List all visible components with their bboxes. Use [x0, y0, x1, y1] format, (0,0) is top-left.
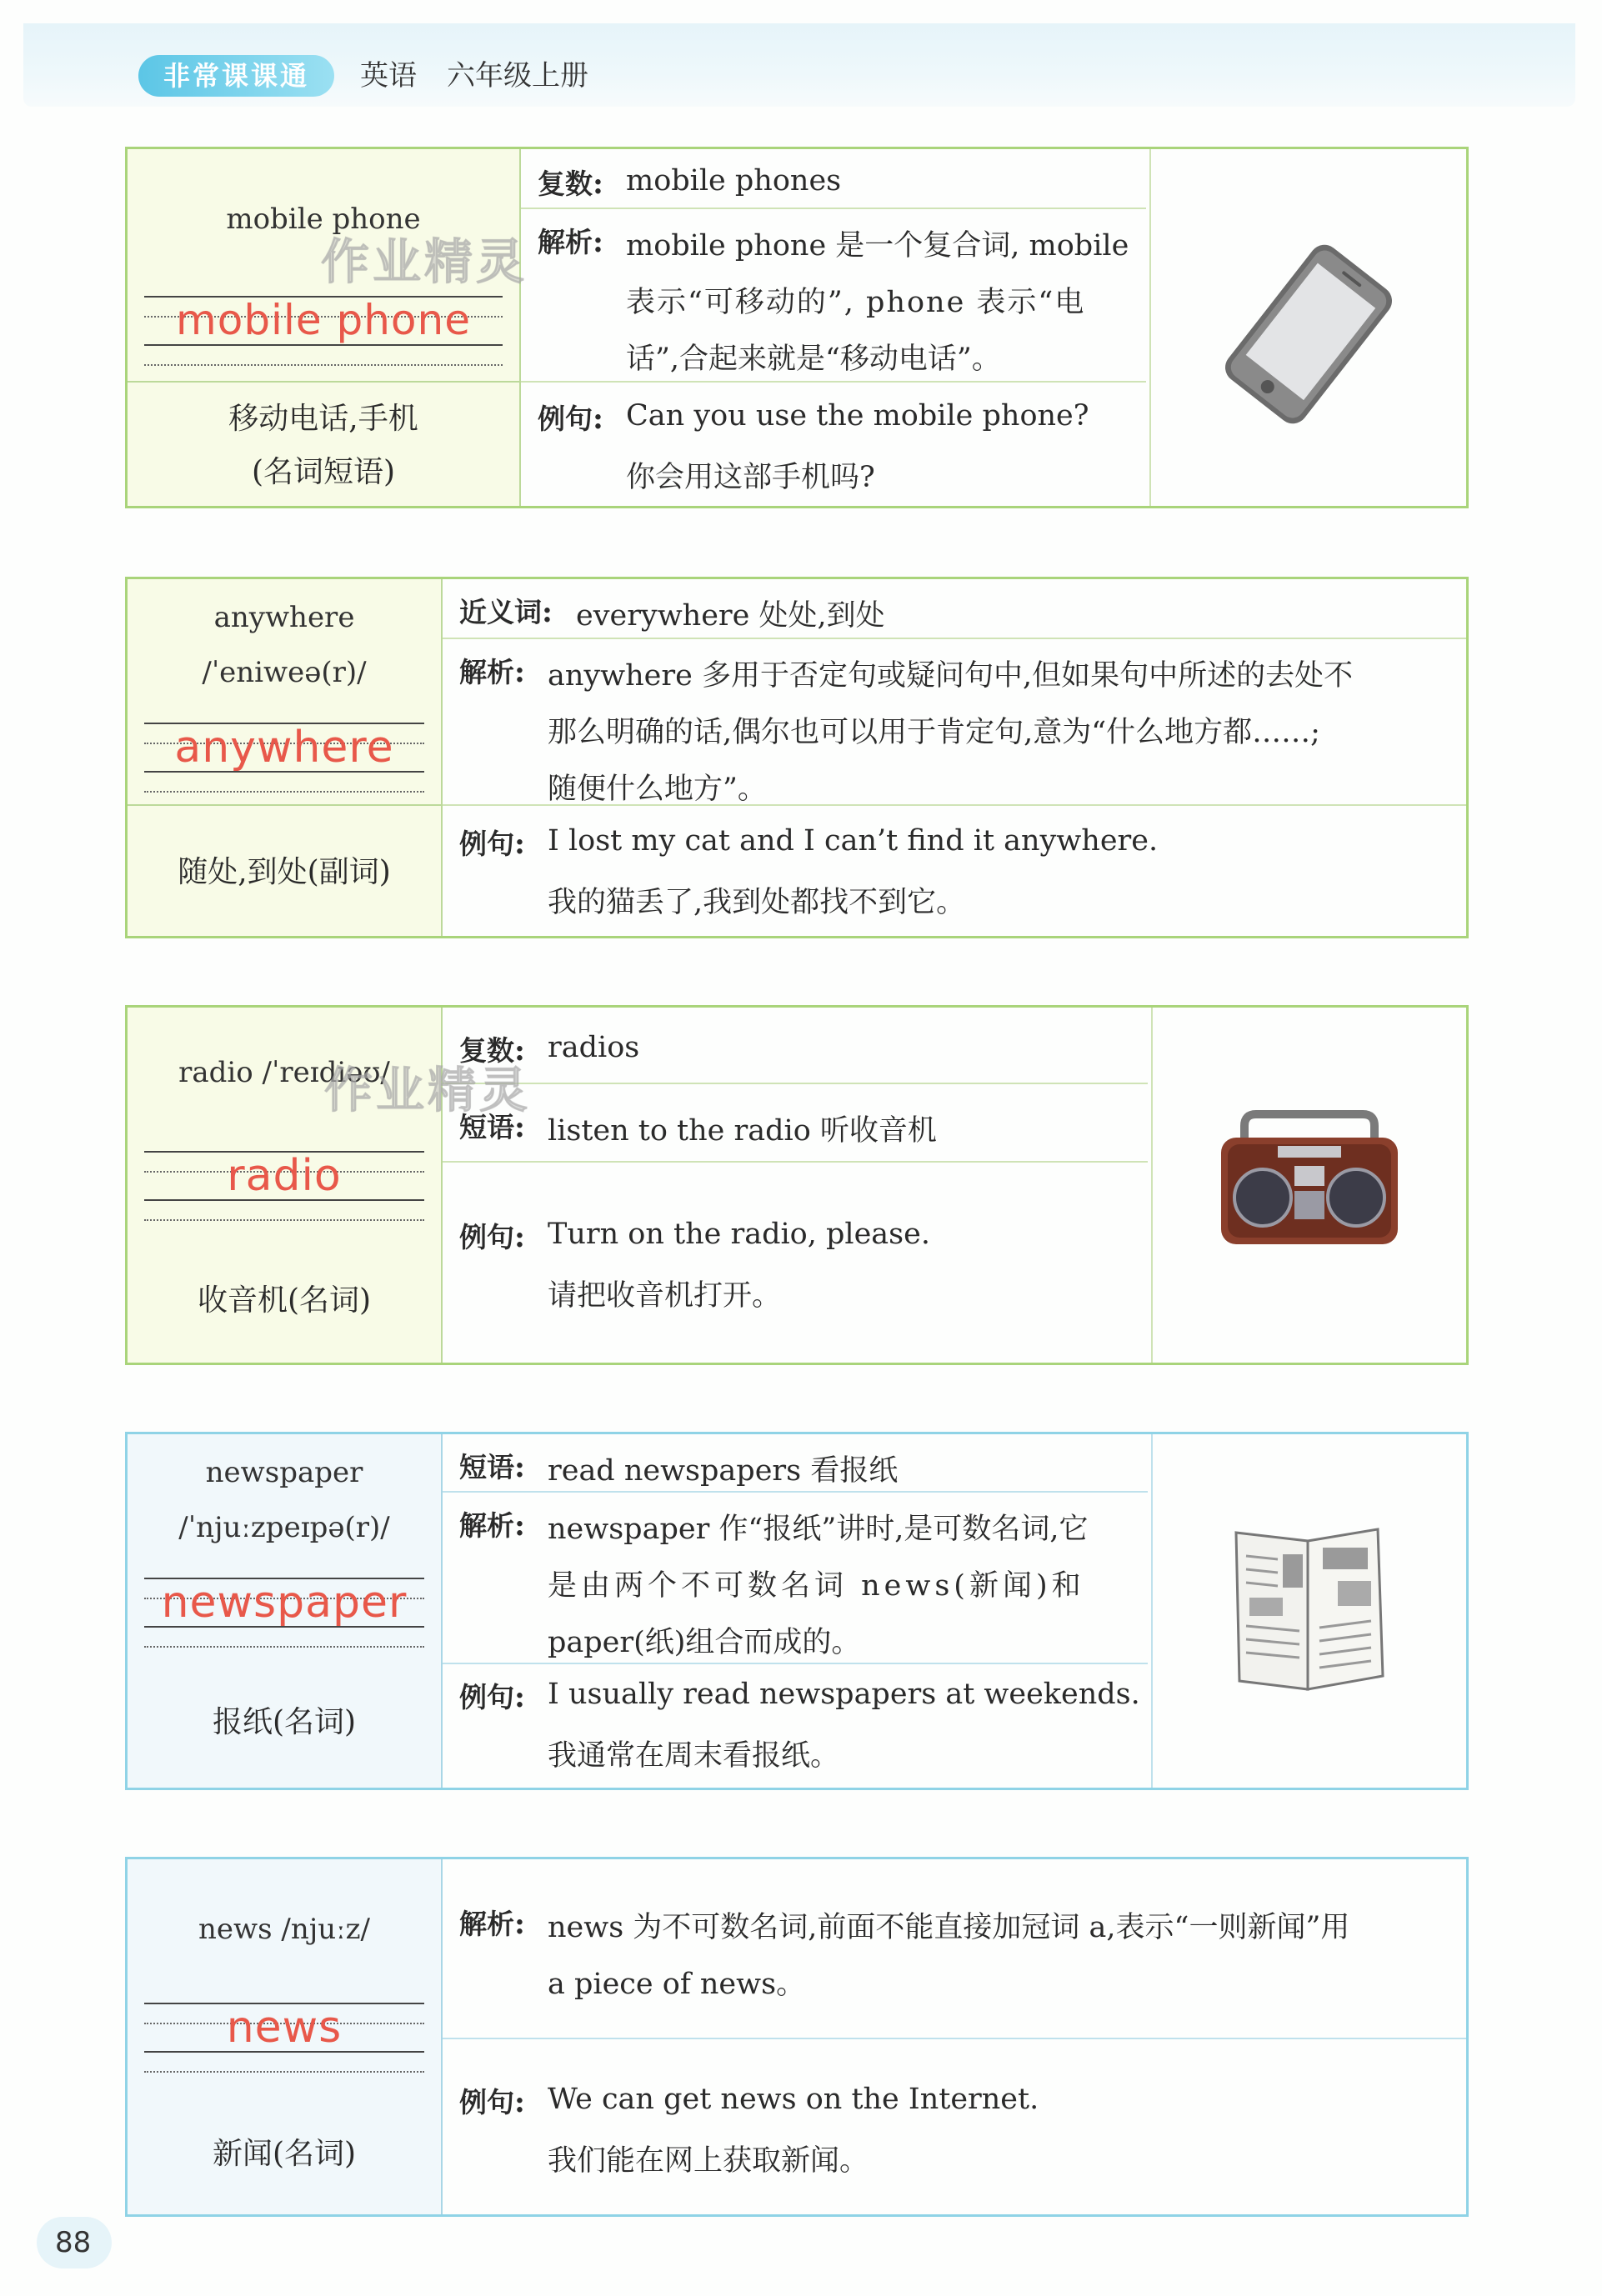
- word-panel: [128, 1434, 443, 1788]
- writing-line: [144, 1219, 424, 1222]
- writing-line: [144, 364, 503, 367]
- explanation-panel: [521, 149, 1146, 506]
- example-en: We can get news on the Internet.: [548, 2083, 1039, 2116]
- illustration-panel: [1151, 1434, 1466, 1788]
- row-label: 复数:: [459, 1033, 525, 1068]
- row-divider: [443, 1491, 1148, 1493]
- example-zh: 我们能在网上获取新闻。: [548, 2144, 869, 2178]
- phrase-text: read newspapers 看报纸: [548, 1454, 899, 1488]
- newspaper-icon: [1153, 1434, 1466, 1783]
- panel-divider: [128, 381, 519, 383]
- example-en: I usually read newspapers at weekends.: [548, 1678, 1140, 1711]
- analysis-line: 表示“可移动的”, phone 表示“电: [626, 286, 1086, 319]
- vocab-card-anywhere: [125, 577, 1469, 938]
- word-panel: [128, 1859, 443, 2214]
- vocab-card-news: [125, 1857, 1469, 2217]
- analysis-line: newspaper 作“报纸”讲时,是可数名词,它: [548, 1513, 1089, 1546]
- writing-line: [144, 771, 424, 773]
- row-divider: [443, 804, 1466, 806]
- phrase-text: listen to the radio 听收音机: [548, 1114, 937, 1148]
- headword: radio /ˈreɪdiəʊ/: [178, 1056, 390, 1089]
- row-label: 复数:: [538, 167, 603, 201]
- row-label: 解析:: [459, 1907, 525, 1941]
- example-zh: 请把收音机打开。: [548, 1279, 782, 1313]
- plural-text: radios: [548, 1031, 640, 1064]
- analysis-line: 那么明确的话,偶尔也可以用于肯定句,意为“什么地方都……;: [548, 716, 1320, 749]
- word-panel: [128, 149, 521, 506]
- row-divider: [443, 1083, 1148, 1084]
- row-label: 例句:: [459, 1220, 525, 1254]
- row-divider: [443, 638, 1466, 639]
- subject-label: 英语: [360, 59, 417, 93]
- example-en: I lost my cat and I can’t find it anywhere.: [548, 824, 1159, 858]
- vocab-card-radio: [125, 1005, 1469, 1365]
- page-number: 88: [37, 2217, 112, 2268]
- analysis-line: a piece of news。: [548, 1968, 806, 2001]
- row-label: 解析:: [538, 225, 603, 259]
- explanation-panel: [443, 579, 1466, 936]
- example-en: Can you use the mobile phone?: [626, 399, 1089, 433]
- example-zh: 我通常在周末看报纸。: [548, 1739, 840, 1773]
- writing-line: [144, 2051, 424, 2053]
- vocab-card-mobile-phone: [125, 147, 1469, 508]
- radio-icon: [1153, 1008, 1466, 1358]
- row-label: 近义词:: [459, 595, 553, 629]
- row-label: 解析:: [459, 655, 525, 689]
- headword: newspaper: [205, 1456, 363, 1489]
- writing-line: [144, 1626, 424, 1628]
- writing-line: [144, 791, 424, 793]
- panel-divider: [128, 804, 441, 806]
- grade-label: 六年级上册: [447, 59, 588, 93]
- explanation-panel: [443, 1859, 1466, 2214]
- headword: mobile phone: [226, 203, 421, 236]
- row-label: 短语:: [459, 1450, 525, 1484]
- example-zh: 你会用这部手机吗?: [626, 461, 875, 494]
- headword: anywhere: [213, 601, 355, 634]
- example-en: Turn on the radio, please.: [548, 1218, 930, 1251]
- row-label: 例句:: [538, 402, 603, 436]
- meaning: 报纸(名词): [212, 1705, 357, 1739]
- row-divider: [521, 381, 1146, 383]
- meaning: 收音机(名词): [197, 1283, 372, 1318]
- writing-line: [144, 2071, 424, 2073]
- plural-text: mobile phones: [626, 164, 842, 198]
- example-zh: 我的猫丢了,我到处都找不到它。: [548, 886, 966, 919]
- row-label: 解析:: [459, 1508, 525, 1543]
- series-badge: 非常课课通: [138, 55, 334, 97]
- row-label: 例句:: [459, 1680, 525, 1714]
- handwritten-word: mobile phone: [176, 296, 471, 344]
- explanation-panel: [443, 1434, 1148, 1788]
- row-divider: [443, 2038, 1466, 2039]
- mobile-phone-icon: [1151, 149, 1466, 501]
- handwritten-word: news: [226, 2003, 343, 2053]
- writing-line: [144, 344, 503, 347]
- writing-line: [144, 1646, 424, 1648]
- analysis-line: 随便什么地方”。: [548, 773, 767, 806]
- phonetic: /ˈeniweə(r)/: [202, 656, 367, 689]
- illustration-panel: [1151, 1008, 1466, 1363]
- headword: news /njuːz/: [198, 1913, 370, 1946]
- vocab-card-newspaper: [125, 1432, 1469, 1790]
- row-divider: [443, 1161, 1148, 1163]
- handwritten-word: anywhere: [174, 723, 394, 773]
- row-label: 短语:: [459, 1110, 525, 1144]
- part-of-speech: (名词短语): [251, 455, 396, 489]
- watermark: 作业精灵: [324, 1062, 532, 1118]
- meaning: 随处,到处(副词): [178, 855, 391, 889]
- analysis-line: 话”,合起来就是“移动电话”。: [626, 343, 1001, 376]
- watermark: 作业精灵: [321, 233, 528, 290]
- handwritten-word: newspaper: [161, 1578, 408, 1628]
- phonetic: /ˈnjuːzpeɪpə(r)/: [178, 1511, 390, 1544]
- handwritten-word: radio: [227, 1151, 342, 1201]
- row-label: 例句:: [459, 827, 525, 861]
- row-divider: [521, 208, 1146, 209]
- synonym-text: everywhere 处处,到处: [576, 599, 885, 633]
- analysis-line: news 为不可数名词,前面不能直接加冠词 a,表示“一则新闻”用: [548, 1911, 1350, 1944]
- analysis-line: mobile phone 是一个复合词, mobile: [626, 229, 1129, 263]
- analysis-line: paper(纸)组合而成的。: [548, 1626, 861, 1659]
- meaning: 新闻(名词): [212, 2137, 357, 2171]
- illustration-panel: [1149, 149, 1466, 506]
- analysis-line: anywhere 多用于否定句或疑问句中,但如果句中所述的去处不: [548, 659, 1354, 693]
- word-panel: [128, 579, 443, 936]
- meaning: 移动电话,手机: [228, 402, 418, 436]
- analysis-line: 是由两个不可数名词 news(新闻)和: [548, 1569, 1085, 1603]
- row-divider: [443, 1663, 1148, 1664]
- writing-line: [144, 1199, 424, 1202]
- explanation-panel: [443, 1008, 1148, 1363]
- row-label: 例句:: [459, 2085, 525, 2119]
